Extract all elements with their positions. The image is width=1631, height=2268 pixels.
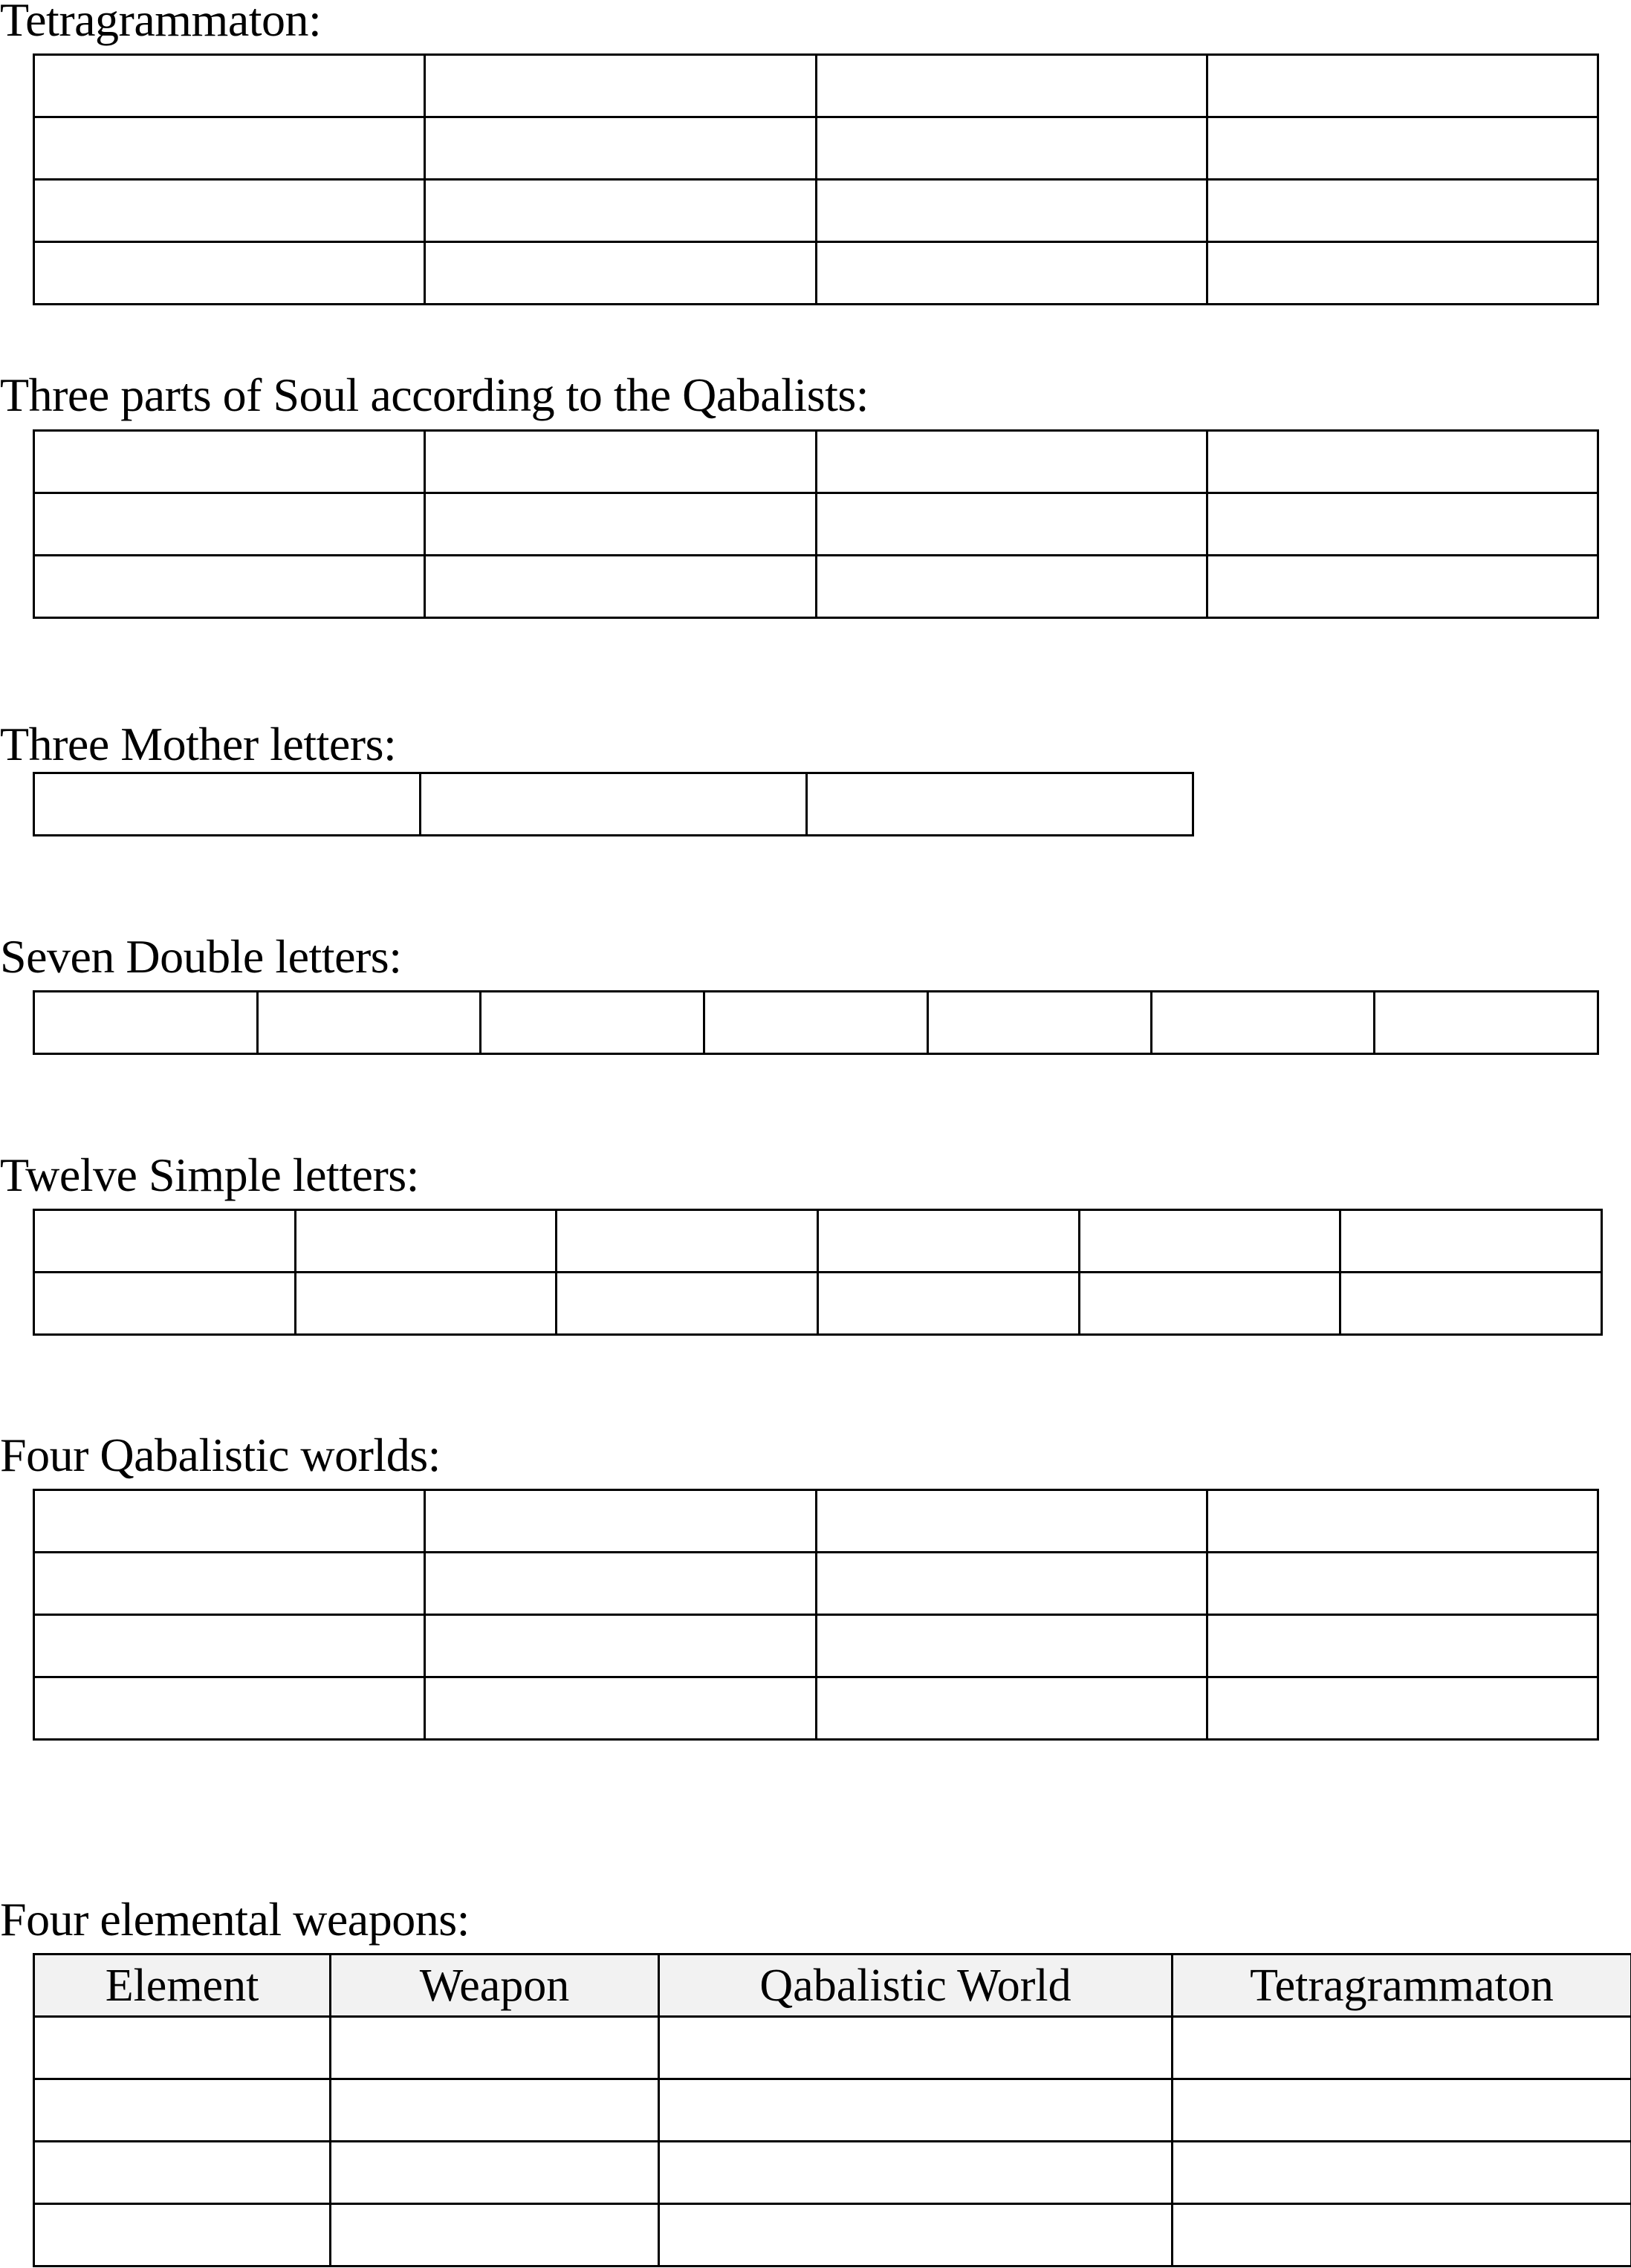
answer-cell[interactable] [1340, 1210, 1602, 1273]
answer-cell[interactable] [331, 2079, 659, 2142]
answer-cell[interactable] [1207, 1490, 1598, 1553]
answer-cell[interactable] [816, 1553, 1207, 1615]
answer-cell[interactable] [817, 1210, 1079, 1273]
answer-cell[interactable] [557, 1273, 818, 1335]
answer-cell[interactable] [34, 493, 425, 556]
answer-cell[interactable] [425, 1677, 816, 1740]
answer-cell[interactable] [927, 992, 1151, 1054]
table-body [34, 1490, 1598, 1740]
answer-cell[interactable] [425, 1615, 816, 1677]
answer-cell[interactable] [1207, 493, 1598, 556]
answer-cell[interactable] [816, 242, 1207, 305]
answer-cell[interactable] [295, 1210, 557, 1273]
answer-cell[interactable] [816, 117, 1207, 180]
answer-cell[interactable] [1207, 556, 1598, 618]
tetragrammaton-table [33, 53, 1599, 305]
answer-cell[interactable] [816, 55, 1207, 117]
answer-cell[interactable] [421, 773, 807, 836]
answer-cell[interactable] [425, 55, 816, 117]
answer-cell[interactable] [816, 431, 1207, 493]
table-row [34, 992, 1598, 1054]
table-row [34, 1490, 1598, 1553]
section-heading-seven-double-letters: Seven Double letters: [0, 930, 402, 983]
answer-cell[interactable] [34, 242, 425, 305]
answer-cell[interactable] [1207, 117, 1598, 180]
answer-cell[interactable] [331, 2017, 659, 2079]
seven-double-letters-table [33, 990, 1599, 1055]
column-header-element: Element [34, 1955, 331, 2017]
answer-cell[interactable] [1079, 1273, 1340, 1335]
four-elemental-weapons-table [33, 1953, 1631, 2267]
answer-cell[interactable] [425, 117, 816, 180]
answer-cell[interactable] [34, 1615, 425, 1677]
column-header-tetragrammaton: Tetragrammaton [1173, 1955, 1631, 2017]
answer-cell[interactable] [807, 773, 1193, 836]
table-body [34, 1210, 1602, 1335]
table-row [34, 2142, 1631, 2204]
answer-cell[interactable] [659, 2204, 1173, 2267]
answer-cell[interactable] [34, 55, 425, 117]
table-body [34, 55, 1598, 305]
table-body [34, 431, 1598, 618]
three-parts-of-soul-table [33, 429, 1599, 619]
answer-cell[interactable] [34, 1677, 425, 1740]
section-heading-tetragrammaton: Tetragrammaton: [0, 0, 322, 46]
table-body [34, 992, 1598, 1054]
section-heading-four-qabalistic-worlds: Four Qabalistic worlds: [0, 1429, 441, 1481]
table-row [34, 1615, 1598, 1677]
answer-cell[interactable] [1173, 2017, 1631, 2079]
answer-cell[interactable] [34, 2079, 331, 2142]
table-row [34, 180, 1598, 242]
answer-cell[interactable] [1173, 2079, 1631, 2142]
answer-cell[interactable] [481, 992, 704, 1054]
table-row [34, 242, 1598, 305]
answer-cell[interactable] [34, 556, 425, 618]
answer-cell[interactable] [1207, 180, 1598, 242]
answer-cell[interactable] [34, 117, 425, 180]
answer-cell[interactable] [1375, 992, 1598, 1054]
answer-cell[interactable] [816, 1490, 1207, 1553]
column-header-qabalistic-world: Qabalistic World [659, 1955, 1173, 2017]
answer-cell[interactable] [1079, 1210, 1340, 1273]
answer-cell[interactable] [257, 992, 481, 1054]
table-row [34, 1210, 1602, 1273]
answer-cell[interactable] [1207, 55, 1598, 117]
answer-cell[interactable] [1340, 1273, 1602, 1335]
answer-cell[interactable] [816, 1677, 1207, 1740]
section-heading-three-parts-of-soul: Three parts of Soul according to the Qabalists: [0, 368, 869, 421]
table-row [34, 1677, 1598, 1740]
answer-cell[interactable] [425, 180, 816, 242]
table-row [34, 556, 1598, 618]
answer-cell[interactable] [34, 2017, 331, 2079]
answer-cell[interactable] [816, 1615, 1207, 1677]
answer-cell[interactable] [1151, 992, 1375, 1054]
table-row [34, 493, 1598, 556]
table-row [34, 773, 1193, 836]
answer-cell[interactable] [816, 556, 1207, 618]
answer-cell[interactable] [1173, 2142, 1631, 2204]
table-body [34, 2017, 1631, 2267]
table-row [34, 2204, 1631, 2267]
answer-cell[interactable] [816, 493, 1207, 556]
answer-cell[interactable] [34, 180, 425, 242]
table-row [34, 1553, 1598, 1615]
column-header-weapon: Weapon [331, 1955, 659, 2017]
answer-cell[interactable] [557, 1210, 818, 1273]
answer-cell[interactable] [659, 2079, 1173, 2142]
answer-cell[interactable] [425, 493, 816, 556]
answer-cell[interactable] [34, 2204, 331, 2267]
answer-cell[interactable] [425, 1490, 816, 1553]
answer-cell[interactable] [425, 431, 816, 493]
answer-cell[interactable] [34, 431, 425, 493]
answer-cell[interactable] [425, 1553, 816, 1615]
answer-cell[interactable] [34, 1490, 425, 1553]
answer-cell[interactable] [34, 2142, 331, 2204]
answer-cell[interactable] [425, 556, 816, 618]
table-row [34, 1273, 1602, 1335]
answer-cell[interactable] [1207, 1615, 1598, 1677]
answer-cell[interactable] [659, 2017, 1173, 2079]
section-heading-four-elemental-weapons: Four elemental weapons: [0, 1893, 470, 1946]
table-row [34, 431, 1598, 493]
header-row [34, 1955, 1631, 2017]
answer-cell[interactable] [34, 992, 258, 1054]
answer-cell[interactable] [1173, 2204, 1631, 2267]
answer-cell[interactable] [295, 1273, 557, 1335]
table-header [34, 1955, 1631, 2017]
answer-cell[interactable] [817, 1273, 1079, 1335]
answer-cell[interactable] [659, 2142, 1173, 2204]
table-row [34, 2079, 1631, 2142]
table-row [34, 55, 1598, 117]
answer-cell[interactable] [34, 1210, 296, 1273]
table-row [34, 2017, 1631, 2079]
section-heading-three-mother-letters: Three Mother letters: [0, 718, 397, 770]
answer-cell[interactable] [1207, 1553, 1598, 1615]
answer-cell[interactable] [704, 992, 928, 1054]
four-qabalistic-worlds-table [33, 1489, 1599, 1741]
answer-cell[interactable] [1207, 1677, 1598, 1740]
answer-cell[interactable] [34, 1273, 296, 1335]
answer-cell[interactable] [331, 2142, 659, 2204]
answer-cell[interactable] [425, 242, 816, 305]
answer-cell[interactable] [1207, 242, 1598, 305]
table-body [34, 773, 1193, 836]
twelve-simple-letters-table [33, 1209, 1603, 1336]
answer-cell[interactable] [34, 1553, 425, 1615]
answer-cell[interactable] [331, 2204, 659, 2267]
three-mother-letters-table [33, 772, 1194, 836]
table-row [34, 117, 1598, 180]
section-heading-twelve-simple-letters: Twelve Simple letters: [0, 1148, 419, 1201]
answer-cell[interactable] [34, 773, 421, 836]
answer-cell[interactable] [816, 180, 1207, 242]
answer-cell[interactable] [1207, 431, 1598, 493]
